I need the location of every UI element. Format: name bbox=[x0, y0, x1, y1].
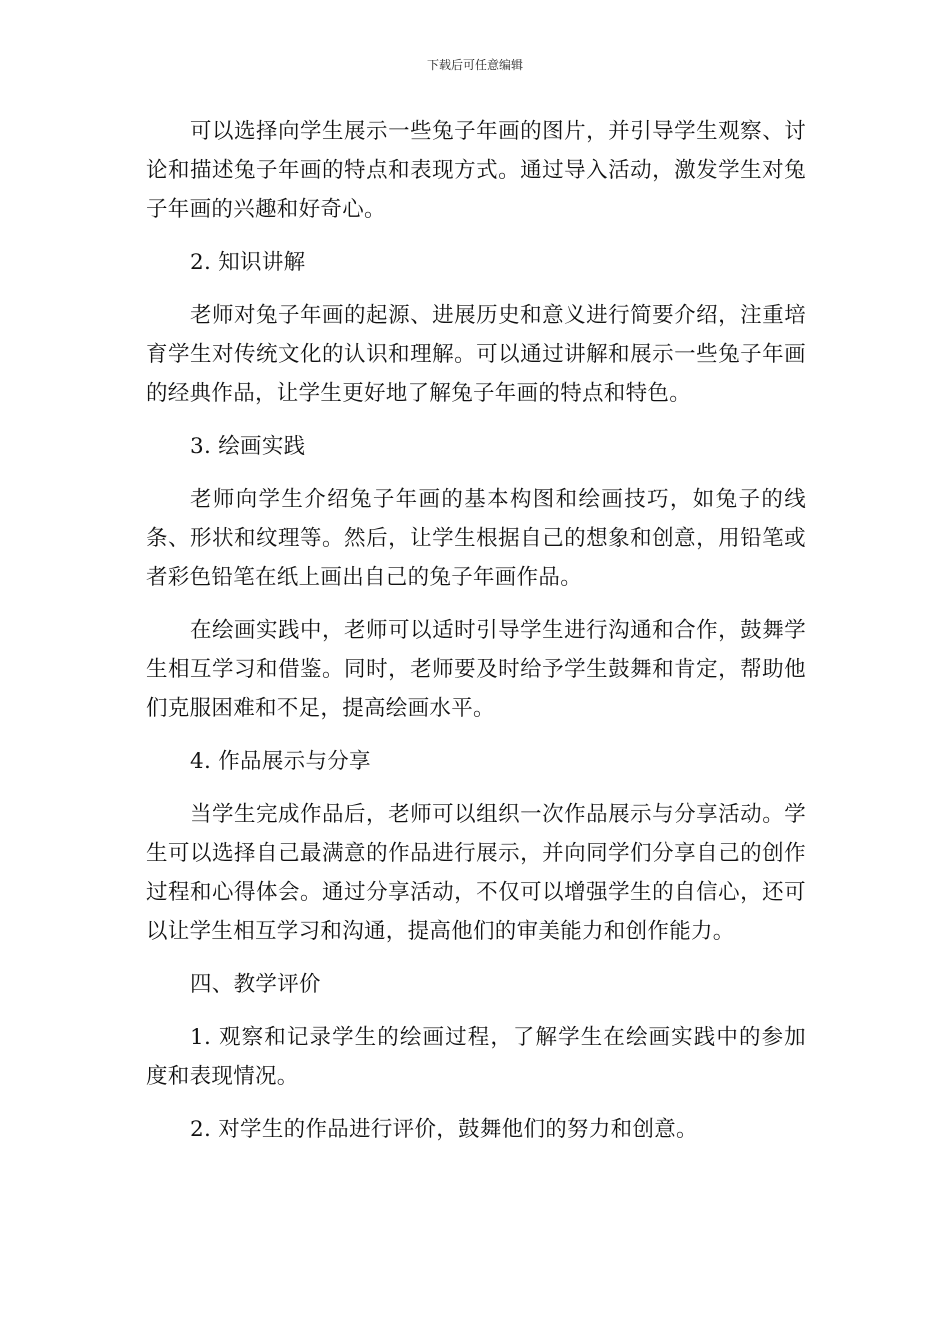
section-heading-drawing-practice: 3. 绘画实践 bbox=[190, 434, 306, 459]
section-heading-showcase: 4. 作品展示与分享 bbox=[190, 749, 371, 774]
page-header-note: 下载后可任意编辑 bbox=[426, 58, 523, 72]
evaluation-item-1: 1. 观察和记录学生的绘画过程，了解学生在绘画实践中的参加度和表现情况。 bbox=[146, 1025, 806, 1089]
section-heading-knowledge: 2. 知识讲解 bbox=[190, 250, 306, 275]
paragraph-drawing-practice: 老师向学生介绍兔子年画的基本构图和绘画技巧，如兔子的线条、形状和纹理等。然后，让学生根据自己的想象和创意，用铅笔或者彩色铅笔在纸上画出自己的兔子年画作品。 bbox=[146, 487, 806, 590]
section-heading-evaluation: 四、教学评价 bbox=[190, 972, 321, 997]
paragraph-drawing-guidance: 在绘画实践中，老师可以适时引导学生进行沟通和合作，鼓舞学生相互学习和借鉴。同时，老师要及时给予学生鼓舞和肯定，帮助他们克服困难和不足，提高绘画水平。 bbox=[146, 618, 806, 721]
paragraph-knowledge: 老师对兔子年画的起源、进展历史和意义进行简要介绍，注重培育学生对传统文化的认识和理解。可以通过讲解和展示一些兔子年画的经典作品，让学生更好地了解兔子年画的特点和特色。 bbox=[146, 303, 806, 406]
document-body bbox=[146, 112, 806, 1163]
evaluation-item-2: 2. 对学生的作品进行评价，鼓舞他们的努力和创意。 bbox=[190, 1117, 698, 1142]
paragraph-intro-activity: 可以选择向学生展示一些兔子年画的图片，并引导学生观察、讨论和描述兔子年画的特点和表现方式。通过导入活动，激发学生对兔子年画的兴趣和好奇心。 bbox=[146, 119, 806, 222]
paragraph-showcase: 当学生完成作品后，老师可以组织一次作品展示与分享活动。学生可以选择自己最满意的作品进行展示，并向同学们分享自己的创作过程和心得体会。通过分享活动，不仅可以增强学生的自信心，还可以让学生相互学习和沟通，提高他们的审美能力和创作能力。 bbox=[146, 802, 806, 944]
